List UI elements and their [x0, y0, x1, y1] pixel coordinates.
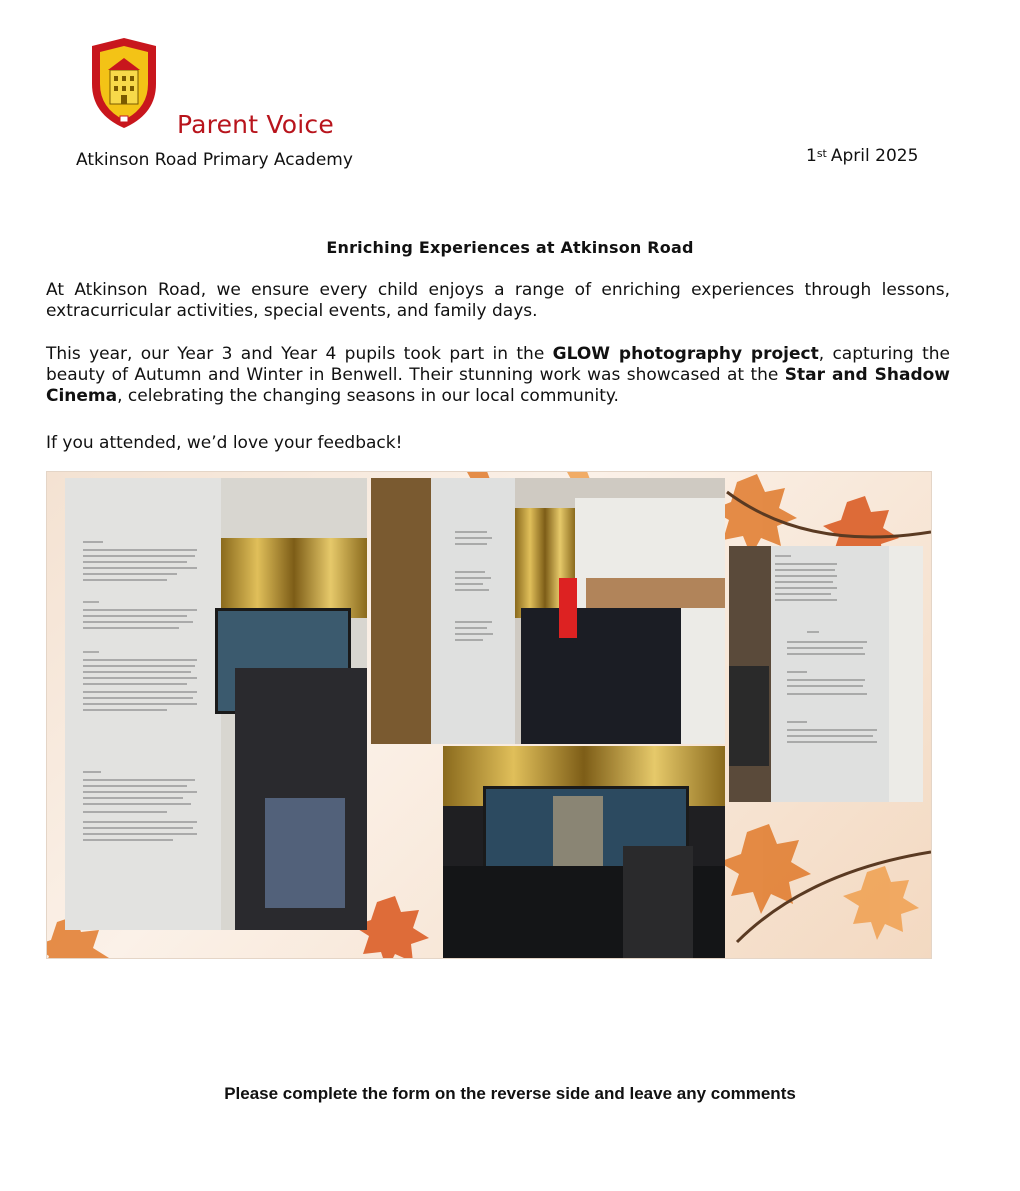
project-paragraph: This year, our Year 3 and Year 4 pupils took part in the GLOW photography project, capturing the beauty of Autumn and Winter in Benwell. Their stunning work was showcased at the Star and Shadow Cinema, celebrating the changing seasons in our local community. [46, 344, 951, 406]
photo-collage [46, 471, 932, 959]
issue-date: 1st April 2025 [806, 146, 919, 166]
footer-instruction: Please complete the form on the reverse side and leave any comments [224, 1084, 796, 1103]
page-title: Parent Voice [177, 110, 334, 139]
article-heading: Enriching Experiences at Atkinson Road [326, 238, 694, 257]
school-name: Atkinson Road Primary Academy [76, 150, 353, 170]
school-crest-logo [88, 36, 160, 130]
feedback-paragraph: If you attended, we’d love your feedback! [46, 433, 403, 453]
intro-paragraph: At Atkinson Road, we ensure every child enjoys a range of enriching experiences through lessons, extracurricular activities, special events, and family days. [46, 280, 950, 321]
panel-poem-text [47, 472, 931, 958]
